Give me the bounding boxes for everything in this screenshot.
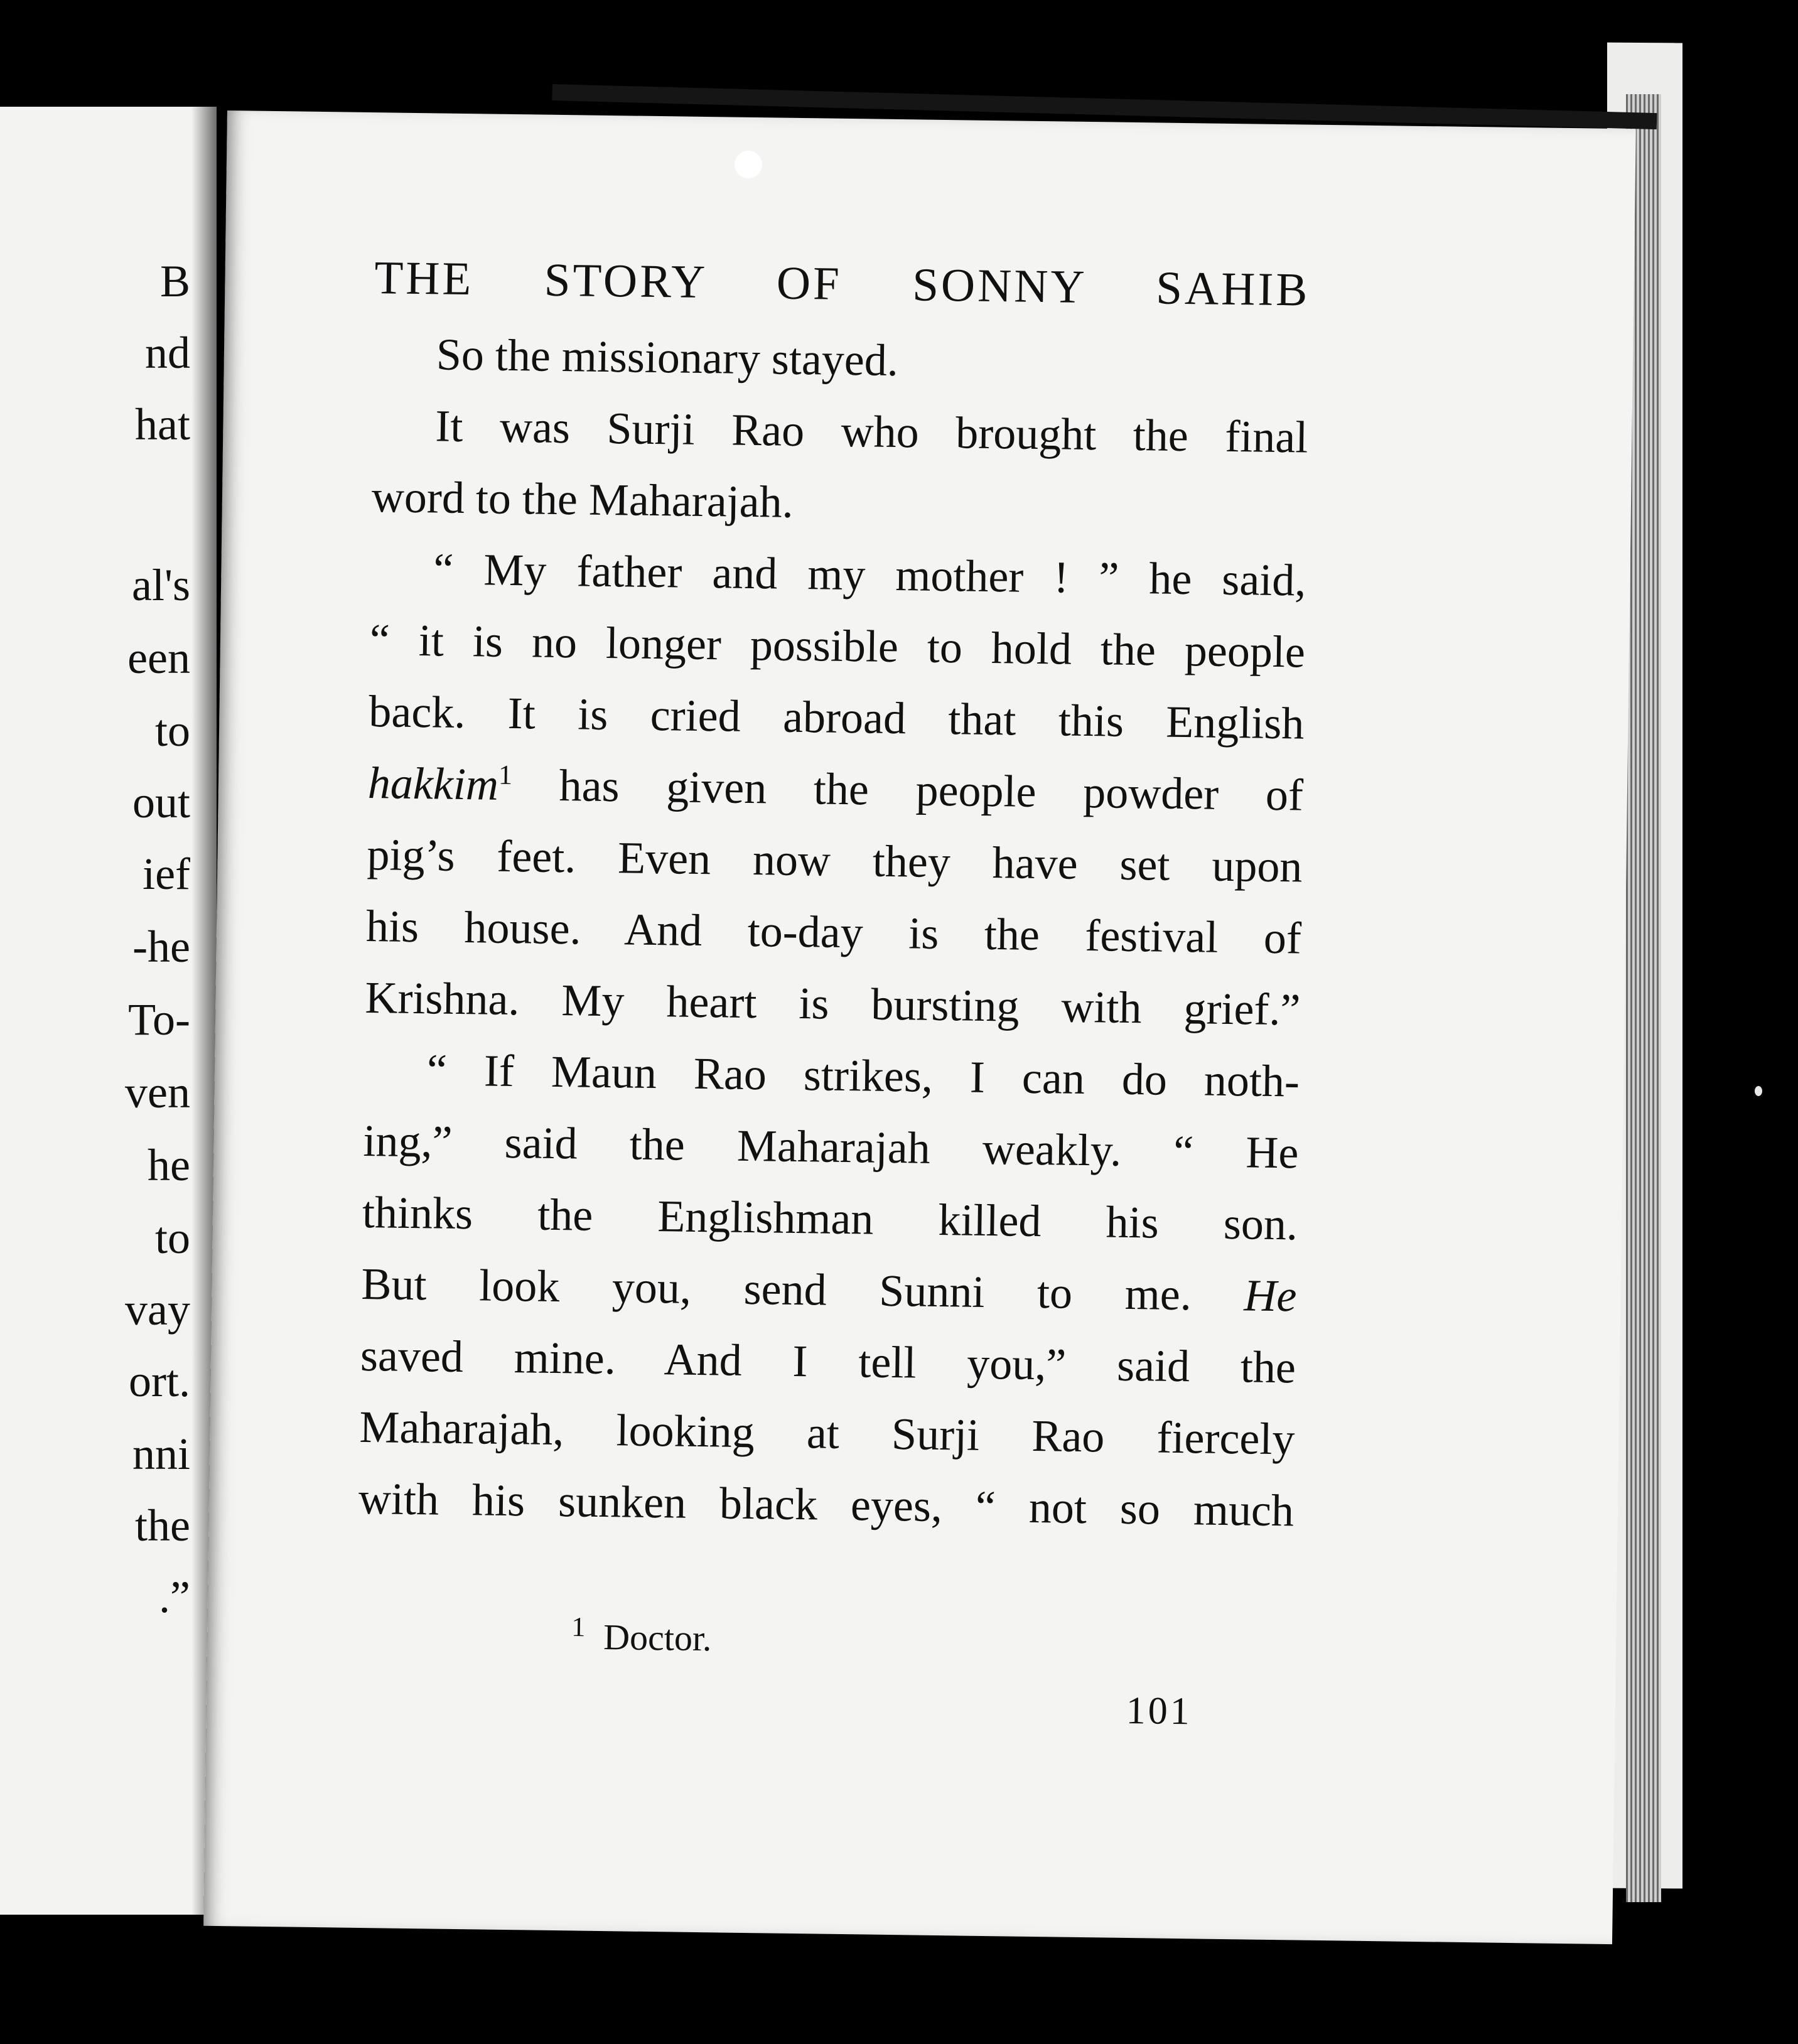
left-page-line: the (135, 1500, 190, 1551)
left-page-line: B (159, 256, 190, 306)
left-page-line: .” (159, 1572, 190, 1622)
left-page-line: hat (135, 399, 190, 449)
text-line: So the missionary stayed. (436, 329, 899, 386)
left-page-line: to (154, 1213, 190, 1263)
page-text-block (358, 254, 1310, 1546)
text-line: with his sunken black eyes, “ not so much (358, 1473, 1295, 1536)
left-page-line: ief (143, 849, 190, 899)
left-page-line: To- (128, 994, 190, 1045)
text-line: word to the Maharajah. (371, 471, 794, 527)
left-page (0, 107, 217, 1915)
left-page-line: al's (132, 560, 190, 610)
right-page (203, 110, 1636, 1944)
left-page-line: out (132, 777, 190, 827)
text-line: saved mine. And I tell you,” said the (360, 1330, 1296, 1393)
footnote-marker: 1 (498, 759, 513, 791)
text-line-rest: has given the people powder of (559, 760, 1304, 820)
footnote (571, 1611, 712, 1659)
running-head: THE STORY OF SONNY SAHIB (374, 252, 1310, 316)
text-line-hakkim (367, 747, 1303, 831)
page-number: 101 (1126, 1689, 1193, 1733)
footnote-number: 1 (571, 1611, 586, 1643)
text-line: his house. And to-day is the festival of (365, 901, 1302, 964)
text-line: pig’s feet. Even now they have set upon (366, 829, 1303, 892)
dust-speck (1755, 1086, 1762, 1096)
left-page-line: to (154, 706, 190, 756)
left-page-line: ven (125, 1067, 190, 1117)
footnote-text: Doctor. (603, 1616, 712, 1659)
text-line: Maharajah, looking at Surji Rao fiercely (359, 1401, 1295, 1465)
text-line: “ My father and my mother ! ” he said, (433, 544, 1306, 606)
left-page-line: vay (125, 1284, 190, 1335)
text-line: ing,” said the Maharajah weakly. “ He (363, 1115, 1299, 1178)
left-page-line: nni (132, 1429, 190, 1479)
text-line: Krishna. My heart is bursting with grief.” (364, 972, 1301, 1035)
left-page-line: he (148, 1140, 190, 1190)
left-page-line: nd (145, 328, 190, 378)
text-line: It was Surji Rao who brought the final (434, 401, 1308, 463)
light-flare (735, 151, 762, 178)
text-line: “ If Maun Rao strikes, I can do noth- (426, 1045, 1300, 1107)
italic-hakkim: hakkim (367, 758, 499, 810)
left-page-line: -he (132, 922, 190, 972)
text-line: back. It is cried abroad that this English (368, 686, 1305, 749)
text-line-start: But look you, send Sunni to me. (361, 1258, 1192, 1320)
left-page-line: ort. (129, 1356, 190, 1406)
left-page-line: een (127, 633, 190, 683)
text-line: “ it is no longer possible to hold the people (369, 615, 1306, 677)
text-line: thinks the Englishman killed his son. (362, 1186, 1298, 1250)
text-line-he (361, 1248, 1297, 1331)
italic-he: He (1243, 1270, 1297, 1321)
